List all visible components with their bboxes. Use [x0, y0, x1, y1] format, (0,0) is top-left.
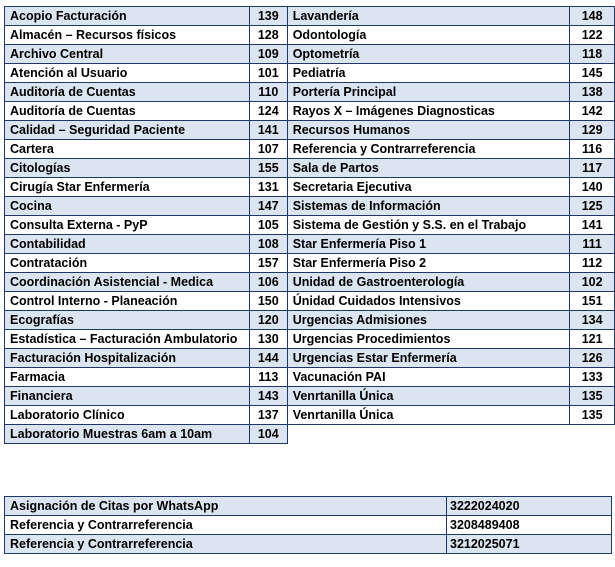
contact-label: Referencia y Contrarreferencia	[5, 516, 447, 535]
extension-number: 131	[249, 178, 287, 197]
table-row	[5, 83, 615, 102]
extension-number: 124	[249, 102, 287, 121]
extension-number: 101	[249, 64, 287, 83]
table-row	[5, 406, 615, 425]
table-row	[5, 7, 615, 26]
department-name: Venrtanilla Única	[287, 406, 570, 425]
extension-number: 110	[249, 83, 287, 102]
extension-number: 109	[249, 45, 287, 64]
extension-number: 113	[249, 368, 287, 387]
whatsapp-contacts-body	[5, 497, 612, 554]
department-name: Ecografías	[5, 311, 250, 330]
phone-number: 3208489408	[447, 516, 612, 535]
contact-label: Referencia y Contrarreferencia	[5, 535, 447, 554]
extension-number: 145	[570, 64, 615, 83]
extension-number: 120	[249, 311, 287, 330]
department-name: Cartera	[5, 140, 250, 159]
department-name: Optometría	[287, 45, 570, 64]
department-name: Venrtanilla Única	[287, 387, 570, 406]
department-name: Urgencias Estar Enfermería	[287, 349, 570, 368]
department-name: Auditoría de Cuentas	[5, 102, 250, 121]
extension-number: 141	[570, 216, 615, 235]
contact-label: Asignación de Citas por WhatsApp	[5, 497, 447, 516]
extension-directory-body	[5, 7, 615, 444]
department-name: Rayos X – Imágenes Diagnosticas	[287, 102, 570, 121]
department-name: Laboratorio Clínico	[5, 406, 250, 425]
table-row	[5, 64, 615, 83]
extension-number: 144	[249, 349, 287, 368]
table-row	[5, 311, 615, 330]
extension-number: 108	[249, 235, 287, 254]
department-name: Coordinación Asistencial - Medica	[5, 273, 250, 292]
department-name: Financiera	[5, 387, 250, 406]
extension-number: 141	[249, 121, 287, 140]
department-name: Contabilidad	[5, 235, 250, 254]
extension-number: 129	[570, 121, 615, 140]
extension-number: 151	[570, 292, 615, 311]
department-name: Odontología	[287, 26, 570, 45]
department-name: Sistemas de Información	[287, 197, 570, 216]
department-name: Portería Principal	[287, 83, 570, 102]
extension-number: 133	[570, 368, 615, 387]
table-row	[5, 387, 615, 406]
extension-number: 106	[249, 273, 287, 292]
phone-number: 3212025071	[447, 535, 612, 554]
table-row	[5, 425, 615, 444]
department-name: Star Enfermería Piso 1	[287, 235, 570, 254]
department-name: Urgencias Admisiones	[287, 311, 570, 330]
department-name: Laboratorio Muestras 6am a 10am	[5, 425, 250, 444]
extension-number: 135	[570, 406, 615, 425]
table-row	[5, 26, 615, 45]
table-row	[5, 121, 615, 140]
extension-number: 143	[249, 387, 287, 406]
table-row	[5, 216, 615, 235]
extension-number: 134	[570, 311, 615, 330]
department-name: Farmacia	[5, 368, 250, 387]
department-name: Atención al Usuario	[5, 64, 250, 83]
empty-cell	[287, 425, 570, 444]
department-name: Estadística – Facturación Ambulatorio	[5, 330, 250, 349]
extension-number: 105	[249, 216, 287, 235]
department-name: Cocina	[5, 197, 250, 216]
table-row	[5, 235, 615, 254]
extension-number: 107	[249, 140, 287, 159]
department-name: Únidad Cuidados Intensivos	[287, 292, 570, 311]
department-name: Pediatría	[287, 64, 570, 83]
extension-directory-table	[4, 6, 615, 444]
extension-number: 150	[249, 292, 287, 311]
extension-number: 121	[570, 330, 615, 349]
department-name: Sistema de Gestión y S.S. en el Trabajo	[287, 216, 570, 235]
extension-number: 126	[570, 349, 615, 368]
extension-number: 142	[570, 102, 615, 121]
table-row	[5, 197, 615, 216]
extension-number: 147	[249, 197, 287, 216]
table-row	[5, 349, 615, 368]
extension-number: 130	[249, 330, 287, 349]
department-name: Referencia y Contrarreferencia	[287, 140, 570, 159]
extension-number: 135	[570, 387, 615, 406]
department-name: Consulta Externa - PyP	[5, 216, 250, 235]
department-name: Star Enfermería Piso 2	[287, 254, 570, 273]
department-name: Lavandería	[287, 7, 570, 26]
department-name: Acopio Facturación	[5, 7, 250, 26]
table-row	[5, 254, 615, 273]
department-name: Secretaria Ejecutiva	[287, 178, 570, 197]
extension-number: 122	[570, 26, 615, 45]
department-name: Sala de Partos	[287, 159, 570, 178]
empty-cell	[570, 425, 615, 444]
table-row	[5, 159, 615, 178]
department-name: Urgencias Procedimientos	[287, 330, 570, 349]
table-row	[5, 140, 615, 159]
department-name: Recursos Humanos	[287, 121, 570, 140]
table-row	[5, 330, 615, 349]
whatsapp-contacts-table	[4, 496, 612, 554]
extension-number: 137	[249, 406, 287, 425]
extension-number: 148	[570, 7, 615, 26]
extension-number: 102	[570, 273, 615, 292]
extension-number: 157	[249, 254, 287, 273]
extension-number: 128	[249, 26, 287, 45]
department-name: Contratación	[5, 254, 250, 273]
extension-number: 155	[249, 159, 287, 178]
extension-number: 140	[570, 178, 615, 197]
extension-number: 112	[570, 254, 615, 273]
extension-number: 125	[570, 197, 615, 216]
extension-number: 116	[570, 140, 615, 159]
table-row	[5, 535, 612, 554]
extension-number: 111	[570, 235, 615, 254]
table-row	[5, 178, 615, 197]
department-name: Cirugía Star Enfermería	[5, 178, 250, 197]
department-name: Vacunación PAI	[287, 368, 570, 387]
department-name: Facturación Hospitalización	[5, 349, 250, 368]
extension-number: 118	[570, 45, 615, 64]
department-name: Control Interno - Planeación	[5, 292, 250, 311]
department-name: Unidad de Gastroenterología	[287, 273, 570, 292]
department-name: Auditoría de Cuentas	[5, 83, 250, 102]
phone-number: 3222024020	[447, 497, 612, 516]
table-row	[5, 368, 615, 387]
department-name: Archivo Central	[5, 45, 250, 64]
table-row	[5, 292, 615, 311]
table-row	[5, 45, 615, 64]
department-name: Almacén – Recursos físicos	[5, 26, 250, 45]
extension-number: 117	[570, 159, 615, 178]
department-name: Citologías	[5, 159, 250, 178]
department-name: Calidad – Seguridad Paciente	[5, 121, 250, 140]
extension-number: 104	[249, 425, 287, 444]
table-row	[5, 273, 615, 292]
extension-number: 138	[570, 83, 615, 102]
table-row	[5, 497, 612, 516]
extension-number: 139	[249, 7, 287, 26]
table-row	[5, 516, 612, 535]
table-row	[5, 102, 615, 121]
